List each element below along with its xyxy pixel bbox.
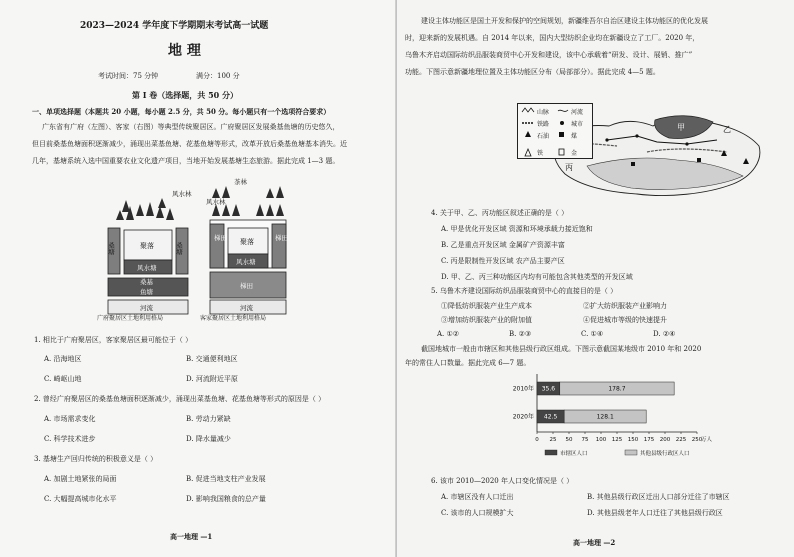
option-b[interactable]: B. 促进当地支柱产业发展 <box>186 475 266 483</box>
option-d[interactable]: D. 其他县级老年人口迁往了其他县级行政区 <box>587 509 723 517</box>
statement-item: ④促进城市等级的快速提升 <box>583 316 667 324</box>
option-a[interactable]: A. 市场需求变化 <box>44 415 96 423</box>
option-b[interactable]: B. ②③ <box>509 330 532 338</box>
page-footer: 高一地理 —1 <box>170 532 213 541</box>
data-label: 128.1 <box>596 413 614 421</box>
legend-city: 城市 <box>571 121 584 128</box>
x-tick-label: 150 <box>627 437 639 443</box>
exam-time: 考试时间：75 分钟 <box>98 72 159 80</box>
river-icon <box>558 110 568 111</box>
volume-title: 第 Ⅰ 卷（选择题，共 50 分） <box>132 90 239 100</box>
exam-title: 2023—2024 学年度下学期期末考试高一试题 <box>80 21 269 31</box>
right-exam-page <box>397 0 794 557</box>
fengshuilin-label: 风水林 <box>206 198 226 206</box>
titian-right-label: 梯田 <box>275 234 288 242</box>
legend-gold: 金 <box>571 150 578 157</box>
option-d[interactable]: D. 降水量减少 <box>186 435 231 443</box>
intro-line: 建设主体功能区是国土开发和保护的空间规划，新疆维吾尔自治区建设主体功能区的优化发展 <box>421 17 708 25</box>
sangji-label: 桑基 <box>140 278 153 286</box>
x-tick-label: 0 <box>535 437 539 443</box>
x-tick-label: 200 <box>659 437 671 443</box>
section-header: 一、单项选择题（本题共 20 小题，每小题 2.5 分，共 50 分。每小题只有一个选项符合要求） <box>32 107 331 116</box>
passage-line: 几年，基塘系统入选中国重要农业文化遗产项目，当地开始发展基塘生态旅游。据此完成 1—3 题。 <box>32 157 340 165</box>
sangtang-left-label: 桑塘 <box>107 242 115 255</box>
legend-mountain: 山脉 <box>537 109 550 116</box>
sangtang-right-label: 桑塘 <box>175 242 183 255</box>
intro-line: 功能。下图示意新疆地理位置及主体功能区分布（局部部分）。据此完成 4—5 题。 <box>405 68 660 76</box>
option-c[interactable]: C. 崎岖山地 <box>44 375 82 383</box>
x-tick-label: 75 <box>581 437 589 443</box>
legend-label: 其他县级行政区人口 <box>640 451 690 457</box>
question-stem: 2. 曾经广府聚居区的桑基鱼塘面积逐渐减少，涌现出菜基鱼塘、花基鱼塘等形式的原因是（ ） <box>34 395 326 403</box>
subject-title: 地 理 <box>168 43 201 59</box>
population-bar-chart <box>497 370 737 466</box>
legend-swatch <box>625 450 637 455</box>
fengshuitang-label: 风水塘 <box>137 264 157 272</box>
question-stem: 5. 乌鲁木齐建设国际纺织品服装商贸中心的直接目的是（ ） <box>431 287 618 295</box>
mountain-icon <box>522 108 534 112</box>
question-stem: 6. 该市 2010—2020 年人口变化情况是（ ） <box>431 477 574 485</box>
option-b[interactable]: B. 交通便利地区 <box>186 355 238 363</box>
passage-line: 广东省有广府（左图）、客家（右图）等典型传统聚居区。广府聚居区发展桑基鱼塘的历史悠久， <box>42 123 340 131</box>
intro-line: 时，迎来新的发展机遇。自 2014 年以来，国内大型纺织企业均在新疆设立了工厂。2020 年， <box>405 34 700 42</box>
x-tick-label: 50 <box>565 437 573 443</box>
guangfu-caption: 广府聚居区土地利用格局 <box>97 315 164 322</box>
option-d[interactable]: D. 甲、乙、丙三种功能区内均有可能包含其他类型的开发区域 <box>441 273 633 281</box>
map-legend-extra <box>517 146 593 159</box>
x-tick-label: 175 <box>643 437 655 443</box>
page-footer: 高一地理 —2 <box>573 538 616 547</box>
chalin-label: 茶林 <box>234 178 247 186</box>
option-a[interactable]: A. 甲是优化开发区域 资源和环境承载力接近饱和 <box>441 225 593 233</box>
option-a[interactable]: A. ①② <box>437 330 460 338</box>
titian-bottom-label: 梯田 <box>240 282 253 290</box>
x-tick-label: 100 <box>595 437 607 443</box>
exam-score: 满分：100 分 <box>196 72 240 80</box>
data-label: 42.5 <box>543 413 558 421</box>
legend-oil: 石油 <box>537 133 550 140</box>
legend-iron: 铁 <box>537 150 544 157</box>
x-tick-label: 25 <box>549 437 557 443</box>
option-a[interactable]: A. 沿海地区 <box>44 355 82 363</box>
option-b[interactable]: B. 其他县级行政区迁出人口部分迁往了市辖区 <box>587 493 730 501</box>
iron-icon <box>525 149 531 156</box>
coal-icon <box>559 132 564 137</box>
guangfu-land-use-diagram <box>100 176 196 324</box>
gold-icon <box>559 149 564 155</box>
data-label: 178.7 <box>608 385 626 393</box>
zone-bing-label: 丙 <box>565 163 573 172</box>
legend-river: 河流 <box>571 109 584 116</box>
hakka-caption: 客家聚居区土地利用格局 <box>200 315 267 322</box>
passage-line: 年的常住人口数量。据此完成 6—7 题。 <box>405 359 531 367</box>
oil-icon <box>525 131 531 137</box>
option-b[interactable]: B. 劳动力紧缺 <box>186 415 231 423</box>
passage-line: 截国地城市一般由市辖区和其他县级行政区组成。下图示意截国某地级市 2010 年和 2020 <box>421 345 702 353</box>
option-d[interactable]: D. ②④ <box>653 330 676 338</box>
yutang-label: 鱼塘 <box>140 288 153 296</box>
legend-label: 市辖区人口 <box>560 451 588 457</box>
option-d[interactable]: D. 影响我国粮食的总产量 <box>186 495 266 503</box>
legend-coal: 煤 <box>571 133 578 140</box>
x-tick-label: 225 <box>675 437 687 443</box>
statement-item: ③增加纺织服装产业的附加值 <box>441 316 532 324</box>
city-icon <box>560 121 564 125</box>
category-label: 2010年 <box>512 385 534 393</box>
legend-swatch <box>545 450 557 455</box>
zone-yi-label: 乙 <box>723 125 731 134</box>
juluo-label: 聚落 <box>140 242 154 250</box>
juluo-label: 聚落 <box>240 238 254 246</box>
fengshuilin-label: 风水林 <box>172 190 192 198</box>
option-a[interactable]: A. 市辖区没有人口迁出 <box>441 493 514 501</box>
fengshuitang-label: 风水塘 <box>236 258 256 266</box>
option-c[interactable]: C. 科学技术进步 <box>44 435 96 443</box>
option-b[interactable]: B. 乙是重点开发区域 金属矿产资源丰富 <box>441 241 565 249</box>
option-c[interactable]: C. 丙是限制性开发区域 农产品主要产区 <box>441 257 565 265</box>
hedao-label: 河流 <box>240 304 253 312</box>
statement-item: ①降低纺织服装产业生产成本 <box>441 302 532 310</box>
question-stem: 3. 基塘生产回归传统的积极意义是（ ） <box>34 455 158 463</box>
question-stem: 4. 关于甲、乙、丙功能区叙述正确的是（ ） <box>431 209 569 217</box>
data-label: 35.6 <box>541 385 556 393</box>
zone-jia-label: 甲 <box>677 123 685 132</box>
hakka-land-use-diagram <box>200 176 296 324</box>
map-legend <box>517 103 593 147</box>
category-label: 2020年 <box>512 413 534 421</box>
x-unit-label: 万人 <box>701 437 713 443</box>
option-c[interactable]: C. 大幅提高城市化水平 <box>44 495 117 503</box>
option-c[interactable]: C. ①④ <box>581 330 604 338</box>
option-d[interactable]: D. 河流附近平原 <box>186 375 238 383</box>
passage-line: 但目前桑基鱼塘面积逐渐减少，涌现出菜基鱼塘、花基鱼塘等形式，改革开放后桑基鱼塘基本消失。近 <box>32 140 347 148</box>
option-a[interactable]: A. 加剧土地紧张的局面 <box>44 475 117 483</box>
intro-line: 乌鲁木齐启动国际纺织品服装商贸中心开发和建设，该中心承载着“研发、设计、展销、推广” <box>405 51 693 59</box>
question-stem: 1. 相比于广府聚居区，客家聚居区最可能位于（ ） <box>34 336 193 344</box>
legend-railway: 铁路 <box>537 121 550 128</box>
x-tick-label: 125 <box>611 437 623 443</box>
tree-icon <box>116 198 174 220</box>
statement-item: ②扩大纺织服装产业影响力 <box>583 302 667 310</box>
x-tick-label: 250 <box>691 437 703 443</box>
titian-left-label: 梯田 <box>214 234 227 242</box>
hedao-label: 河流 <box>140 304 153 312</box>
option-c[interactable]: C. 该市的人口规模扩大 <box>441 509 514 517</box>
